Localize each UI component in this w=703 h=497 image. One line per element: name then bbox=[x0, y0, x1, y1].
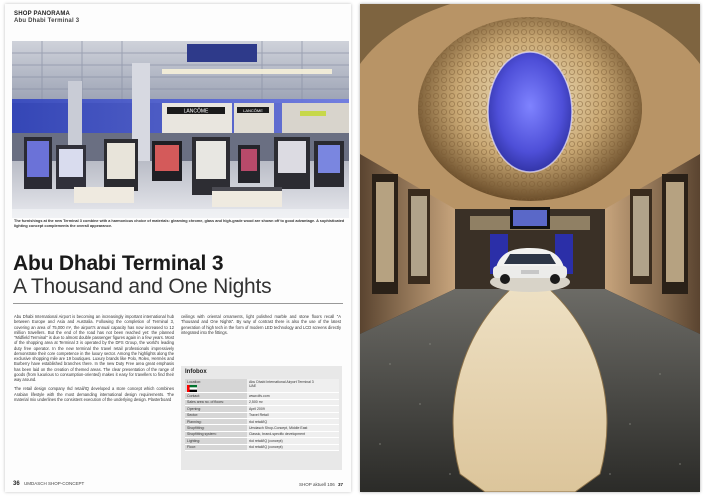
store-sign-1: LANCÔME bbox=[183, 108, 209, 115]
infobox-value: Travel Retail bbox=[247, 412, 339, 418]
infobox-key: Sector: bbox=[185, 412, 247, 418]
infobox-value: Umdasch Shop-Concept, Middle East bbox=[247, 425, 339, 431]
infobox-title: Infobox bbox=[185, 369, 207, 375]
infobox-key: Sales area no. of floors: bbox=[185, 399, 247, 405]
store-sign-2: LANCÔME bbox=[243, 108, 263, 113]
infobox-table bbox=[185, 379, 339, 451]
body-column-1 bbox=[14, 314, 174, 406]
infobox-key: Lighting: bbox=[185, 438, 247, 444]
infobox-key bbox=[185, 379, 247, 393]
infobox-key-label: Location: bbox=[187, 379, 202, 384]
section-label: SHOP PANORAMA bbox=[14, 11, 71, 17]
infobox-row bbox=[185, 379, 339, 393]
infobox-value: 2,500 m² bbox=[247, 399, 339, 405]
duty-free-shop-photo bbox=[12, 41, 349, 218]
article-title: Abu Dhabi Terminal 3 bbox=[13, 252, 224, 275]
page-number-right: 37 bbox=[337, 482, 343, 487]
infobox-key: Floor: bbox=[185, 444, 247, 450]
infobox-key: Planning: bbox=[185, 418, 247, 424]
infobox-value: Classic, brand-specific development bbox=[247, 431, 339, 437]
left-page-footer-right bbox=[299, 482, 343, 487]
magazine-issue-label: SHOP aktuell 106 bbox=[299, 482, 335, 487]
left-page bbox=[5, 4, 351, 492]
duty-free-interior-illustration bbox=[12, 41, 349, 218]
left-page-footer bbox=[13, 481, 84, 487]
title-divider bbox=[13, 303, 343, 304]
photo-caption: The furnishings at the new Terminal 3 combine with a harmonious choice of materials: gleaming chrome, glass and high-grade wood are shown off to good advantage. A sophisticated lighting concept complements the overall appearance. bbox=[14, 219, 345, 228]
infobox-value bbox=[247, 379, 339, 393]
infobox-key: Contact: bbox=[185, 393, 247, 399]
infobox-value: April 2009 bbox=[247, 406, 339, 412]
body-paragraph: The retail design company rkd retail/IQ developed a store concept which combines Arabian lifestyle with the most demanding international design requirements. The material mix underlines the consistent execution of the underlying design. Plasterboard bbox=[14, 386, 174, 402]
section-kicker bbox=[14, 11, 79, 25]
page-number: 36 bbox=[13, 481, 20, 487]
infobox-key: Shopfitting system: bbox=[185, 431, 247, 437]
infobox-value: rkd retail/IQ (concept) bbox=[247, 444, 339, 450]
infobox-value-line: Abu Dhabi International Airport Terminal 3 bbox=[249, 379, 314, 384]
infobox-key: Opening: bbox=[185, 406, 247, 412]
body-paragraph: Abu Dhabi International Airport is becoming an increasingly important international hub between Europe and Asia and Australia. Following the completion of Terminal 3, covering an area of 75,000 m², the airport's annual capacity has now increased to 12 million travellers. But the end of the road has not been reached yet: the planned "Midfield Terminal" is due to almost double passenger figures again in a few years. Most of the shopping area at Terminal 3 is operated by the DFS Group, the world's leading duty free operator. In the new terminal the travel retail professionals impressively demonstrate their core competence in the luxury sector. Among the highlights along the exclusive shopping mile are 19 boutiques. Luxury brands like Polo, Rolex, Hermès and Burberry have established branches there. In the new Duty Free area great emphasis has been laid on the creation of themed areas. The clear presentation of the range of goods (from luxurious to consumption-oriented) makes it easy for travellers to find their way around. bbox=[14, 314, 174, 382]
infobox-value: www.dfs.com bbox=[247, 393, 339, 399]
infobox-value: rkd retail/IQ bbox=[247, 418, 339, 424]
body-column-2 bbox=[181, 314, 341, 335]
uae-flag-icon bbox=[187, 385, 197, 392]
terminal-corridor-illustration bbox=[360, 4, 700, 492]
right-page-photo bbox=[360, 4, 700, 492]
body-paragraph: ceilings with oriental ornaments, light polished marble and stone floors recall "A Thousand and One Nights". By way of contrast there is also the use of the latest generation of high tech in the form of modern LED technology and LCD screens directly integrated into the fittings. bbox=[181, 314, 341, 335]
section-subtitle: Abu Dhabi Terminal 3 bbox=[14, 18, 80, 24]
infobox-value-line: UAE bbox=[249, 383, 257, 388]
article-subtitle: A Thousand and One Nights bbox=[13, 275, 272, 298]
infobox-row bbox=[185, 444, 339, 450]
infobox-value: rkd retail/IQ (concept) bbox=[247, 438, 339, 444]
infobox bbox=[181, 366, 342, 470]
infobox-key: Shopfitting: bbox=[185, 425, 247, 431]
publication-label: UMDASCH SHOP-CONCEPT bbox=[23, 481, 85, 486]
